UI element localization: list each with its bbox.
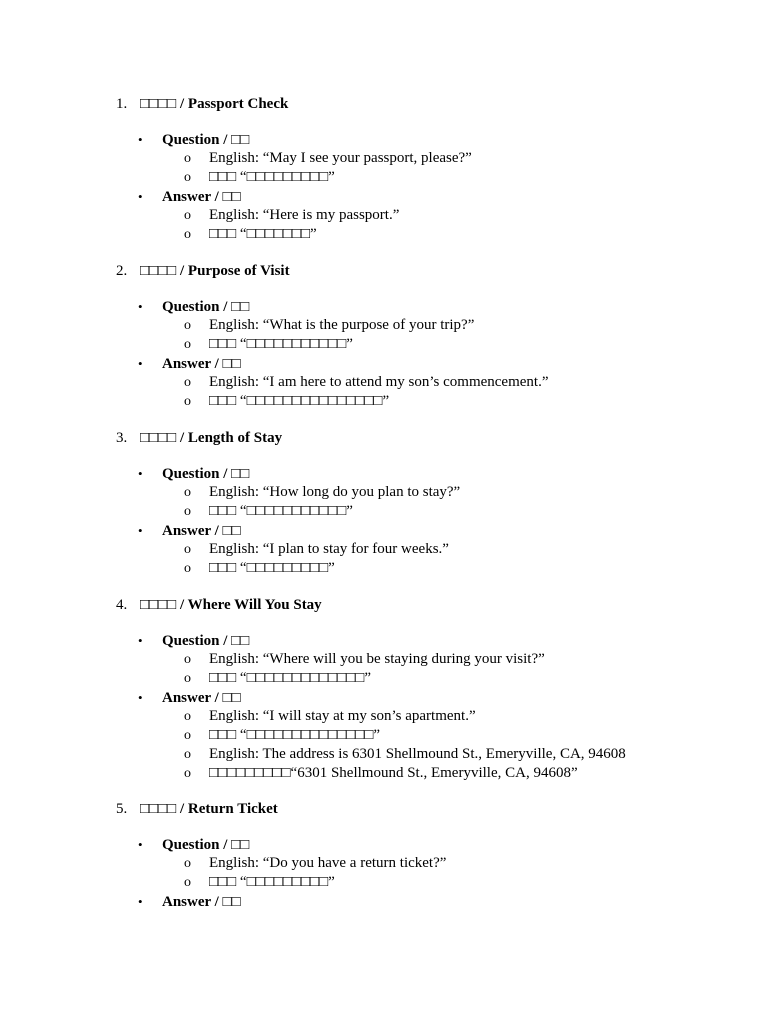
sub-bullet-icon: o [184,856,191,871]
answer-label: • Answer / □□ [138,356,241,372]
list-item: o □□□ “□□□□□□□” [184,226,317,242]
sub-bullet-icon: o [184,375,191,390]
bullet-icon: • [138,299,143,314]
bullet-icon: • [138,356,143,371]
list-item: o English: “May I see your passport, please?” [184,150,472,166]
section-title-text: □□□□ / Where Will You Stay [140,597,322,613]
list-item: o English: “Do you have a return ticket?” [184,855,447,871]
bullet-icon: • [138,894,143,909]
list-item: o English: “I am here to attend my son’s commencement.” [184,374,549,390]
question-label: • Question / □□ [138,837,250,853]
section-number: 2. [116,263,128,279]
section-title-text: □□□□ / Return Ticket [140,801,278,817]
section-number: 4. [116,597,128,613]
sub-bullet-icon: o [184,728,191,743]
list-item: o □□□□□□□□□“6301 Shellmound St., Emeryville, CA, 94608” [184,765,578,781]
list-item: o □□□ “□□□□□□□□□□□” [184,336,353,352]
list-item: o □□□ “□□□□□□□□□” [184,560,335,576]
list-item: o English: “I will stay at my son’s apartment.” [184,708,476,724]
section-title-text: □□□□ / Length of Stay [140,430,283,446]
section-title-text: □□□□ / Purpose of Visit [140,263,290,279]
section-title [116,94,288,114]
list-item: o □□□ “□□□□□□□□□□□” [184,503,353,519]
section-number: 1. [116,96,128,112]
question-label: • Question / □□ [138,132,250,148]
sub-bullet-icon: o [184,485,191,500]
question-label: • Question / □□ [138,633,250,649]
answer-label: • Answer / □□ [138,690,241,706]
answer-label: • Answer / □□ [138,189,241,205]
question-label: • Question / □□ [138,299,250,315]
sub-bullet-icon: o [184,875,191,890]
sub-bullet-icon: o [184,337,191,352]
sub-bullet-icon: o [184,151,191,166]
section-number: 5. [116,801,128,817]
sub-bullet-icon: o [184,709,191,724]
list-item: o □□□ “□□□□□□□□□□□□□□□” [184,393,390,409]
section-title-text: □□□□ / Passport Check [140,96,289,112]
sub-bullet-icon: o [184,318,191,333]
sub-bullet-icon: o [184,170,191,185]
bullet-icon: • [138,523,143,538]
sub-bullet-icon: o [184,504,191,519]
section-title [116,595,322,615]
sub-bullet-icon: o [184,542,191,557]
section-title [116,428,282,448]
sub-bullet-icon: o [184,747,191,762]
sub-bullet-icon: o [184,671,191,686]
list-item: o □□□ “□□□□□□□□□” [184,874,335,890]
list-item: o English: “How long do you plan to stay?” [184,484,461,500]
list-item: o □□□ “□□□□□□□□□□□□□□” [184,727,381,743]
bullet-icon: • [138,690,143,705]
answer-label: • Answer / □□ [138,894,241,910]
sub-bullet-icon: o [184,227,191,242]
section-title [116,799,278,819]
sub-bullet-icon: o [184,208,191,223]
answer-label: • Answer / □□ [138,523,241,539]
sub-bullet-icon: o [184,561,191,576]
sub-bullet-icon: o [184,394,191,409]
list-item: o English: The address is 6301 Shellmound St., Emeryville, CA, 94608 [184,746,626,762]
bullet-icon: • [138,132,143,147]
bullet-icon: • [138,837,143,852]
list-item: o English: “Where will you be staying during your visit?” [184,651,545,667]
sub-bullet-icon: o [184,766,191,781]
bullet-icon: • [138,633,143,648]
list-item: o □□□ “□□□□□□□□□” [184,169,335,185]
bullet-icon: • [138,189,143,204]
list-item: o □□□ “□□□□□□□□□□□□□” [184,670,372,686]
bullet-icon: • [138,466,143,481]
question-label: • Question / □□ [138,466,250,482]
section-number: 3. [116,430,128,446]
list-item: o English: “Here is my passport.” [184,207,400,223]
list-item: o English: “I plan to stay for four weeks.” [184,541,449,557]
sub-bullet-icon: o [184,652,191,667]
list-item: o English: “What is the purpose of your trip?” [184,317,475,333]
section-title [116,261,290,281]
